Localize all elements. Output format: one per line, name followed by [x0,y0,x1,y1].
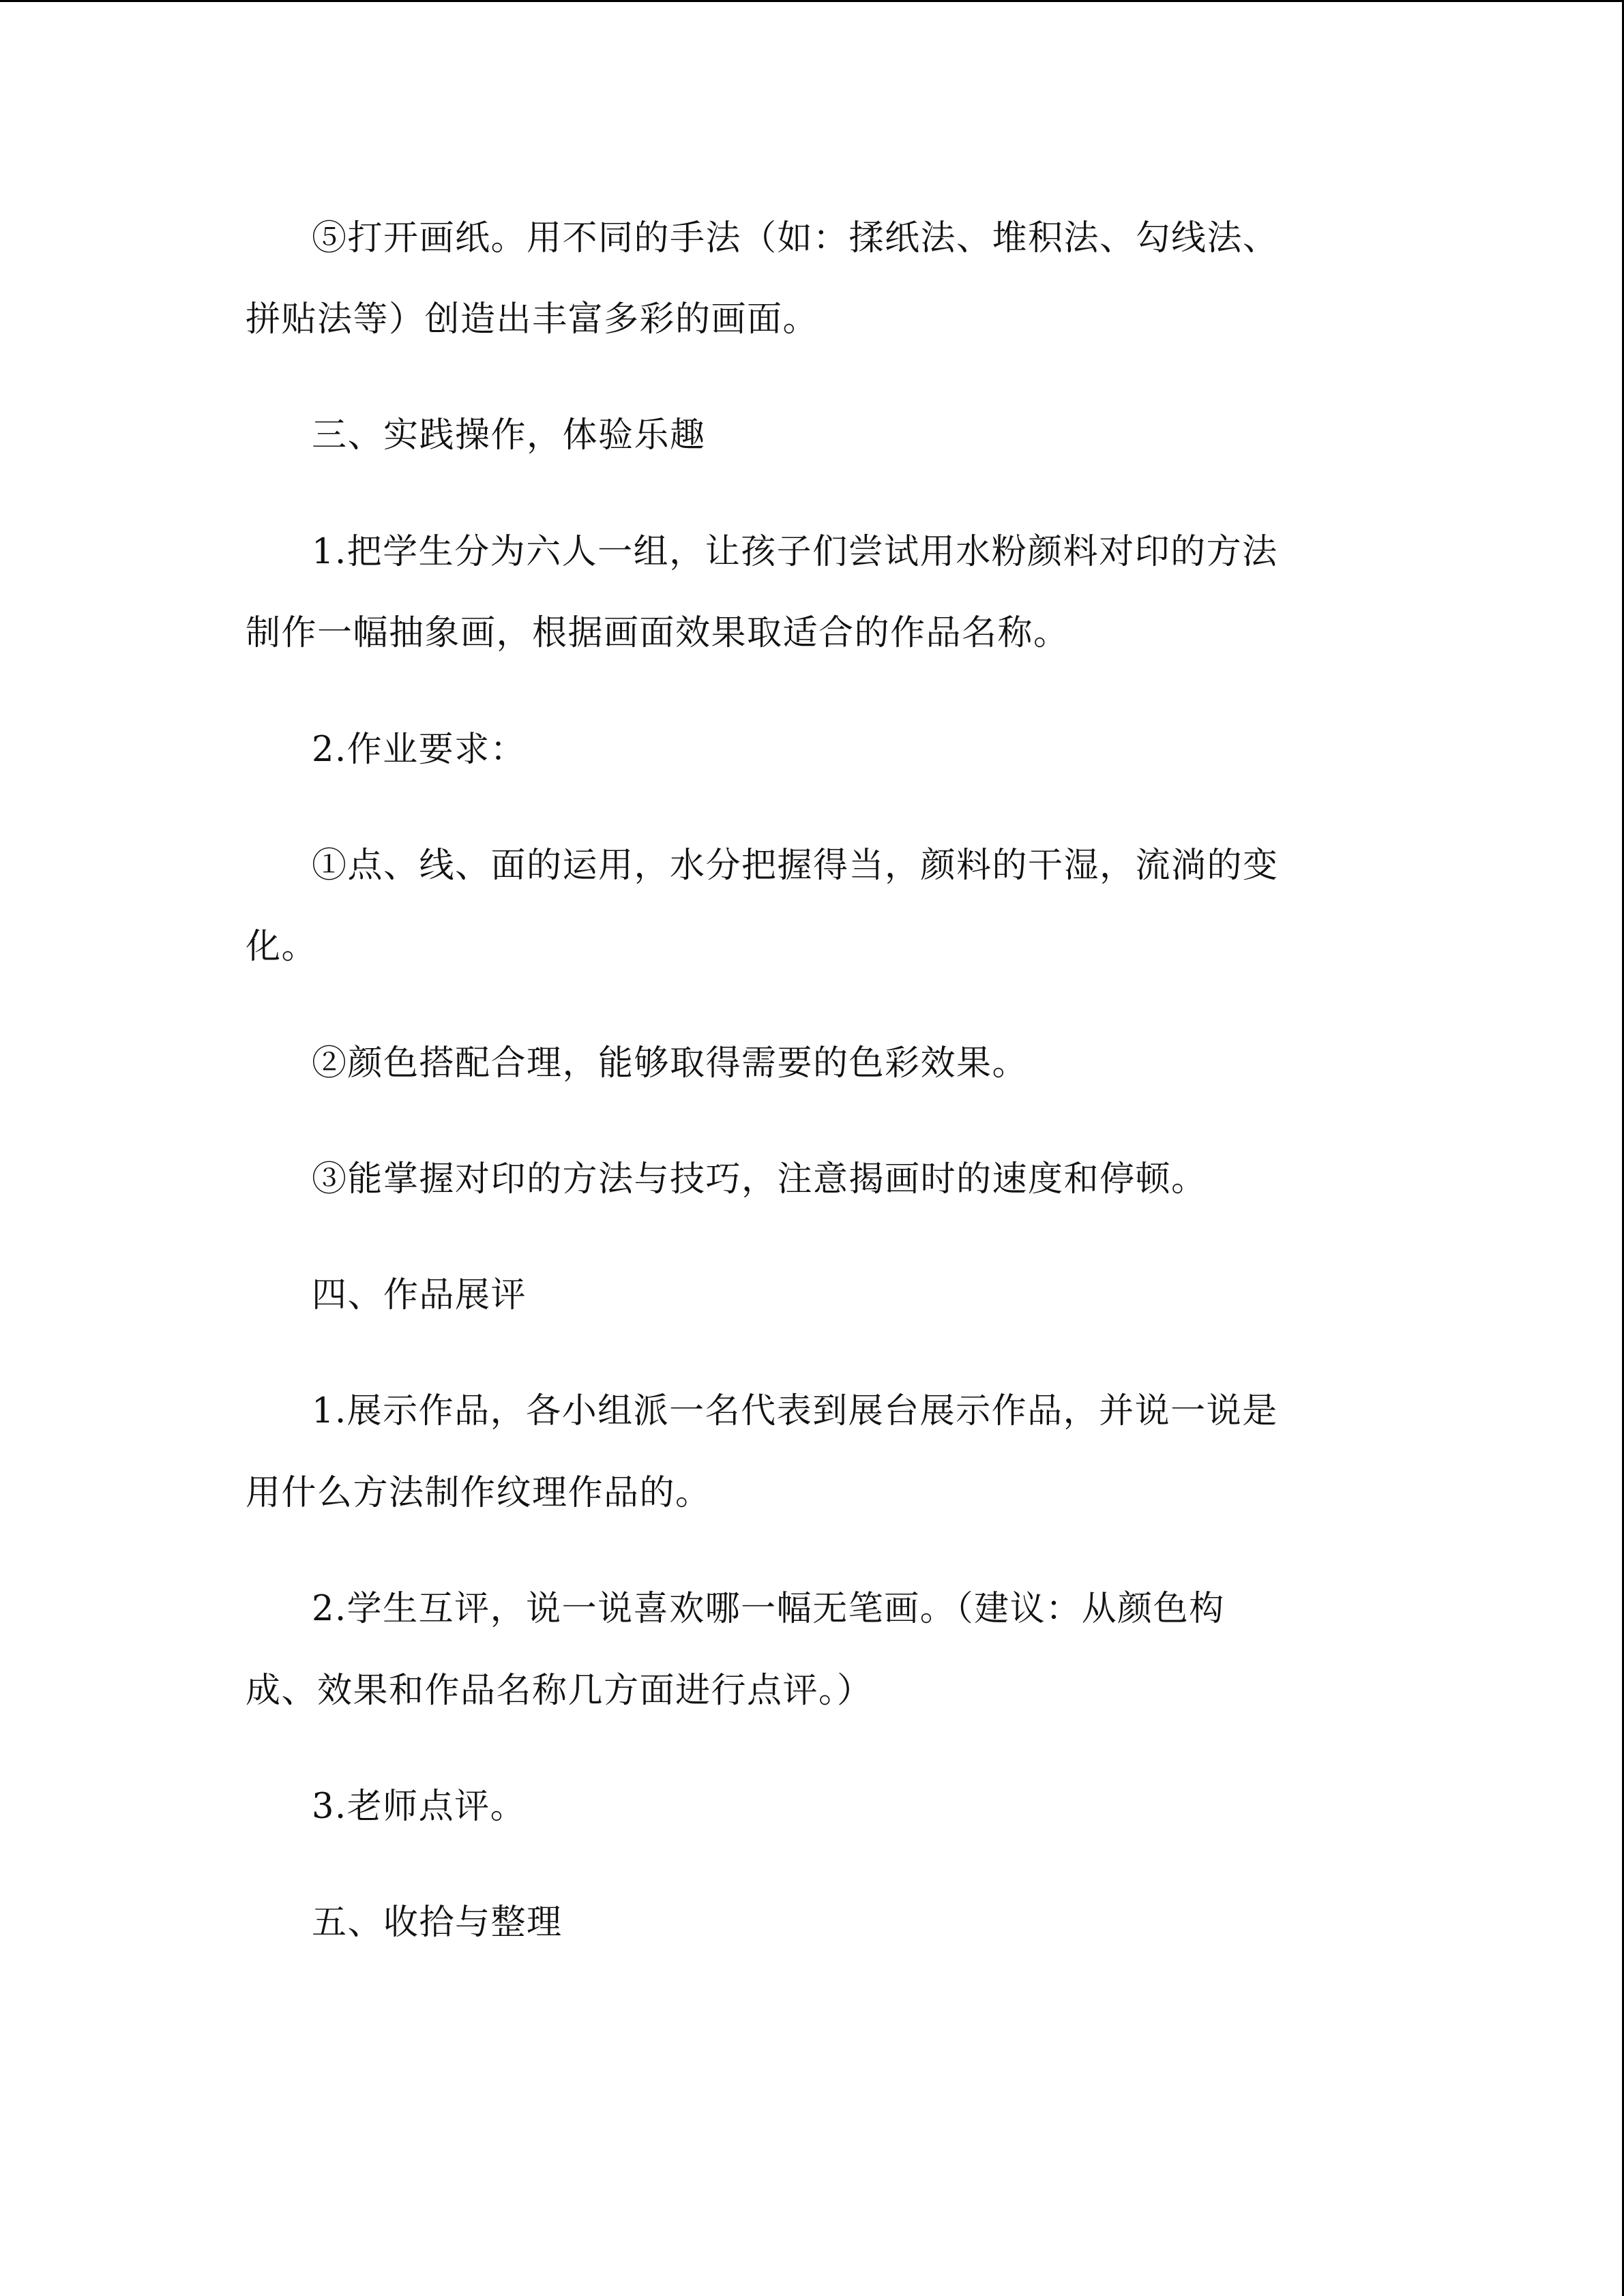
section-heading-practice: 三、实践操作，体验乐趣 [312,415,706,456]
text-line: 1.展示作品，各小组派一名代表到展台展示作品，并说一说是 [312,1391,1278,1431]
text-line: ①点、线、面的运用，水分把握得当，颜料的干湿，流淌的变 [312,846,1279,886]
paragraph-requirement-3: ③能掌握对印的方法与技巧，注意揭画时的速度和停顿。 [312,1159,1207,1199]
paragraph-teacher-review: 3.老师点评。 [312,1787,527,1827]
text-line: 1.把学生分为六人一组，让孩子们尝试用水粉颜料对印的方法 [312,532,1278,572]
document-page [0,2,1622,2296]
section-heading-cleanup: 五、收拾与整理 [312,1903,563,1943]
text-line: 2.学生互评，说一说喜欢哪一幅无笔画。（建议：从颜色构 [312,1589,1225,1629]
section-heading-exhibition: 四、作品展评 [312,1275,527,1315]
text-line: 制作一幅抽象画，根据画面效果取适合的作品名称。 [246,613,1069,653]
text-line: 成、效果和作品名称几方面进行点评。） [246,1671,873,1711]
text-line: 拼贴法等）创造出丰富多彩的画面。 [246,299,819,340]
paragraph-requirement-2: ②颜色搭配合理，能够取得需要的色彩效果。 [312,1043,1029,1084]
text-line: ⑤打开画纸。用不同的手法（如：揉纸法、堆积法、勾线法、 [312,218,1279,258]
paragraph-homework-requirements: 2.作业要求： [312,730,527,770]
text-line: 化。 [246,927,318,967]
text-line: 用什么方法制作纹理作品的。 [246,1473,711,1513]
